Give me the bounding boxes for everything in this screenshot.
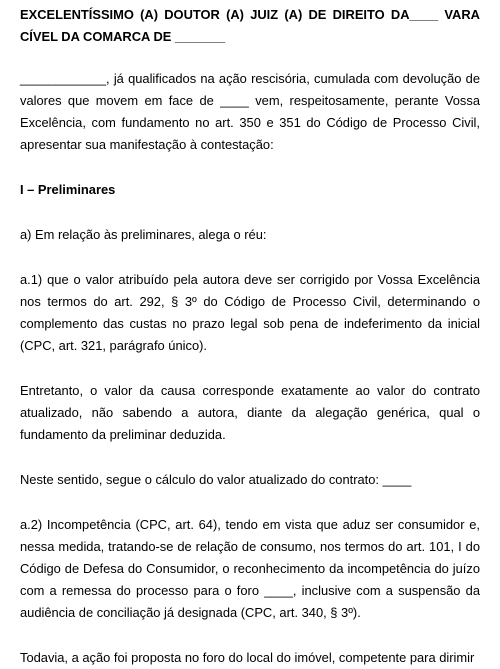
document-heading: EXCELENTÍSSIMO (A) DOUTOR (A) JUIZ (A) DE DIREITO DA____ VARA CÍVEL DA COMARCA DE _______ xyxy=(20,7,480,44)
body-paragraph: Neste sentido, segue o cálculo do valor atualizado do contrato: ____ xyxy=(20,472,412,487)
body-paragraph: Entretanto, o valor da causa corresponde exatamente ao valor do contrato atualizado, não sabendo a autora, diante da alegação genérica, qual o fundamento da preliminar deduzida. xyxy=(20,383,480,442)
intro-paragraph: ____________, já qualificados na ação rescisória, cumulada com devolução de valores que movem em face de ____ vem, respeitosamente, perante Vossa Excelência, com fundamento no art. 350 e 351 do Código de Processo Civil, apresentar sua manifestação à contestação: xyxy=(20,71,480,152)
body-paragraph: a.1) que o valor atribuído pela autora deve ser corrigido por Vossa Excelência nos termos do art. 292, § 3º do Código de Processo Civil, determinando o complemento das custas no prazo legal sob pena de indeferimento da inicial (CPC, art. 321, parágrafo único). xyxy=(20,272,480,353)
body-paragraph: a.2) Incompetência (CPC, art. 64), tendo em vista que aduz ser consumidor e, nessa medida, tratando-se de relação de consumo, nos termos do art. 101, I do Código de Defesa do Consumidor, o reconhecimento da incompetência do juízo com a remessa do processo para o foro ____, inclusive com a suspensão da audiência de conciliação já designada (CPC, art. 340, § 3º). xyxy=(20,517,480,620)
body-paragraph: Todavia, a ação foi proposta no foro do local do imóvel, competente para dirimir xyxy=(20,650,475,665)
body-paragraph: a) Em relação às preliminares, alega o réu: xyxy=(20,227,267,242)
section-title: I – Preliminares xyxy=(20,182,116,197)
